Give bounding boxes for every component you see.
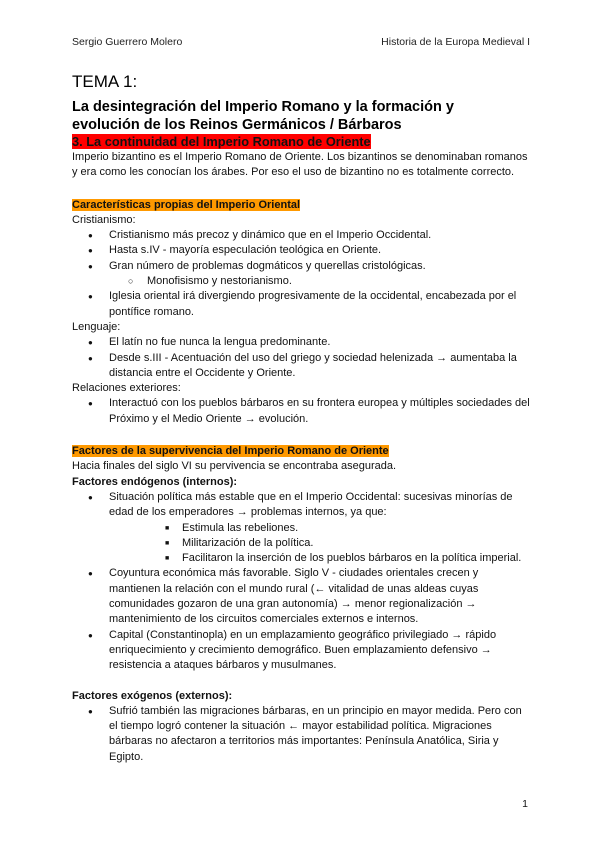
page-number: 1	[522, 798, 528, 810]
caracteristicas-heading-wrap	[72, 196, 530, 213]
section-3-heading: 3. La continuidad del Imperio Romano de Oriente	[72, 134, 371, 149]
list-subitem: ■ Militarización de la política.	[72, 536, 530, 551]
list-subitem: ■ Facilitaron la inserción de los pueblos bárbaros en la política imperial.	[72, 551, 530, 566]
relaciones-label: Relaciones exteriores:	[72, 382, 181, 395]
list-item: ● Desde s.III - Acentuación del uso del griego y sociedad helenizada → aumentaba la distancia entre el Occidente y Oriente.	[72, 351, 530, 382]
list-item: ● Interactuó con los pueblos bárbaros en su frontera europea y múltiples sociedades del Próximo y el Medio Oriente → evolución.	[72, 396, 530, 427]
list-item: ● Cristianismo más precoz y dinámico que en el Imperio Occidental.	[72, 228, 530, 243]
list-item: ● El latín no fue nunca la lengua predominante.	[72, 335, 530, 350]
list-item: ● Coyuntura económica más favorable. Siglo V - ciudades orientales crecen y mantienen la relación con el mundo rural (← vitalidad de unas aldeas cuyas comunidades gozaron de una gran autonomía) → menor regionalización → mantenimiento de los circuitos comerciales externos e internos.	[72, 566, 530, 627]
list-item: ● Sufrió también las migraciones bárbaras, en un principio en mayor medida. Pero con el tiempo logró contener la situación ← mayor estabilidad política. Migraciones bárbaras no afectaron a territorios más importantes: Península Anatólica, Siria y Egipto.	[72, 704, 530, 765]
list-item: ● Situación política más estable que en el Imperio Occidental: sucesivas minorías de edad de los emperadores → problemas internos, ya que:	[72, 490, 530, 521]
section-3-heading-wrap	[72, 134, 530, 150]
lenguaje-label: Lenguaje:	[72, 320, 121, 333]
cristianismo-label: Cristianismo:	[72, 213, 136, 226]
list-subitem: ○ Monofisismo y nestorianismo.	[72, 274, 530, 289]
caracteristicas-heading: Características propias del Imperio Oriental	[72, 198, 301, 211]
lenguaje-list	[72, 335, 530, 381]
endogenos-label: Factores endógenos (internos):	[72, 475, 238, 488]
tema-number: TEMA 1:	[72, 72, 138, 91]
factores-heading-wrap	[72, 442, 530, 459]
header-author: Sergio Guerrero Molero	[72, 36, 183, 48]
list-item: ● Capital (Constantinopla) en un emplazamiento geográfico privilegiado → rápido enriquecimiento y crecimiento demográfico. Buen emplazamiento defensivo → resistencia a ataques bárbaros y musulmanes.	[72, 628, 530, 674]
endogenos-list	[72, 490, 530, 674]
exogenos-label: Factores exógenos (externos):	[72, 689, 233, 702]
section-3-intro: Imperio bizantino es el Imperio Romano de Oriente. Los bizantinos se denominaban romanos y era como les conocían los árabes. Por eso el uso de bizantino no es totalmente correcto.	[72, 151, 528, 179]
cristianismo-list	[72, 228, 530, 320]
list-item: ● Hasta s.IV - mayoría especulación teológica en Oriente.	[72, 243, 530, 258]
document-body	[72, 72, 530, 765]
doc-title-line-1: La desintegración del Imperio Romano y la formación y	[72, 99, 454, 115]
list-item: ● Gran número de problemas dogmáticos y querellas cristológicas.	[72, 259, 530, 274]
doc-title-line-2: evolución de los Reinos Germánicos / Bárbaros	[72, 117, 402, 133]
factores-heading: Factores de la supervivencia del Imperio Romano de Oriente	[72, 445, 389, 458]
exogenos-list	[72, 704, 530, 765]
relaciones-list	[72, 396, 530, 427]
header-course: Historia de la Europa Medieval I	[381, 36, 530, 48]
list-subitem: ■ Estimula las rebeliones.	[72, 521, 530, 536]
factores-intro: Hacia finales del siglo VI su pervivencia se encontraba asegurada.	[72, 460, 397, 473]
list-item: ● Iglesia oriental irá divergiendo progresivamente de la occidental, encabezada por el pontífice romano.	[72, 289, 530, 320]
